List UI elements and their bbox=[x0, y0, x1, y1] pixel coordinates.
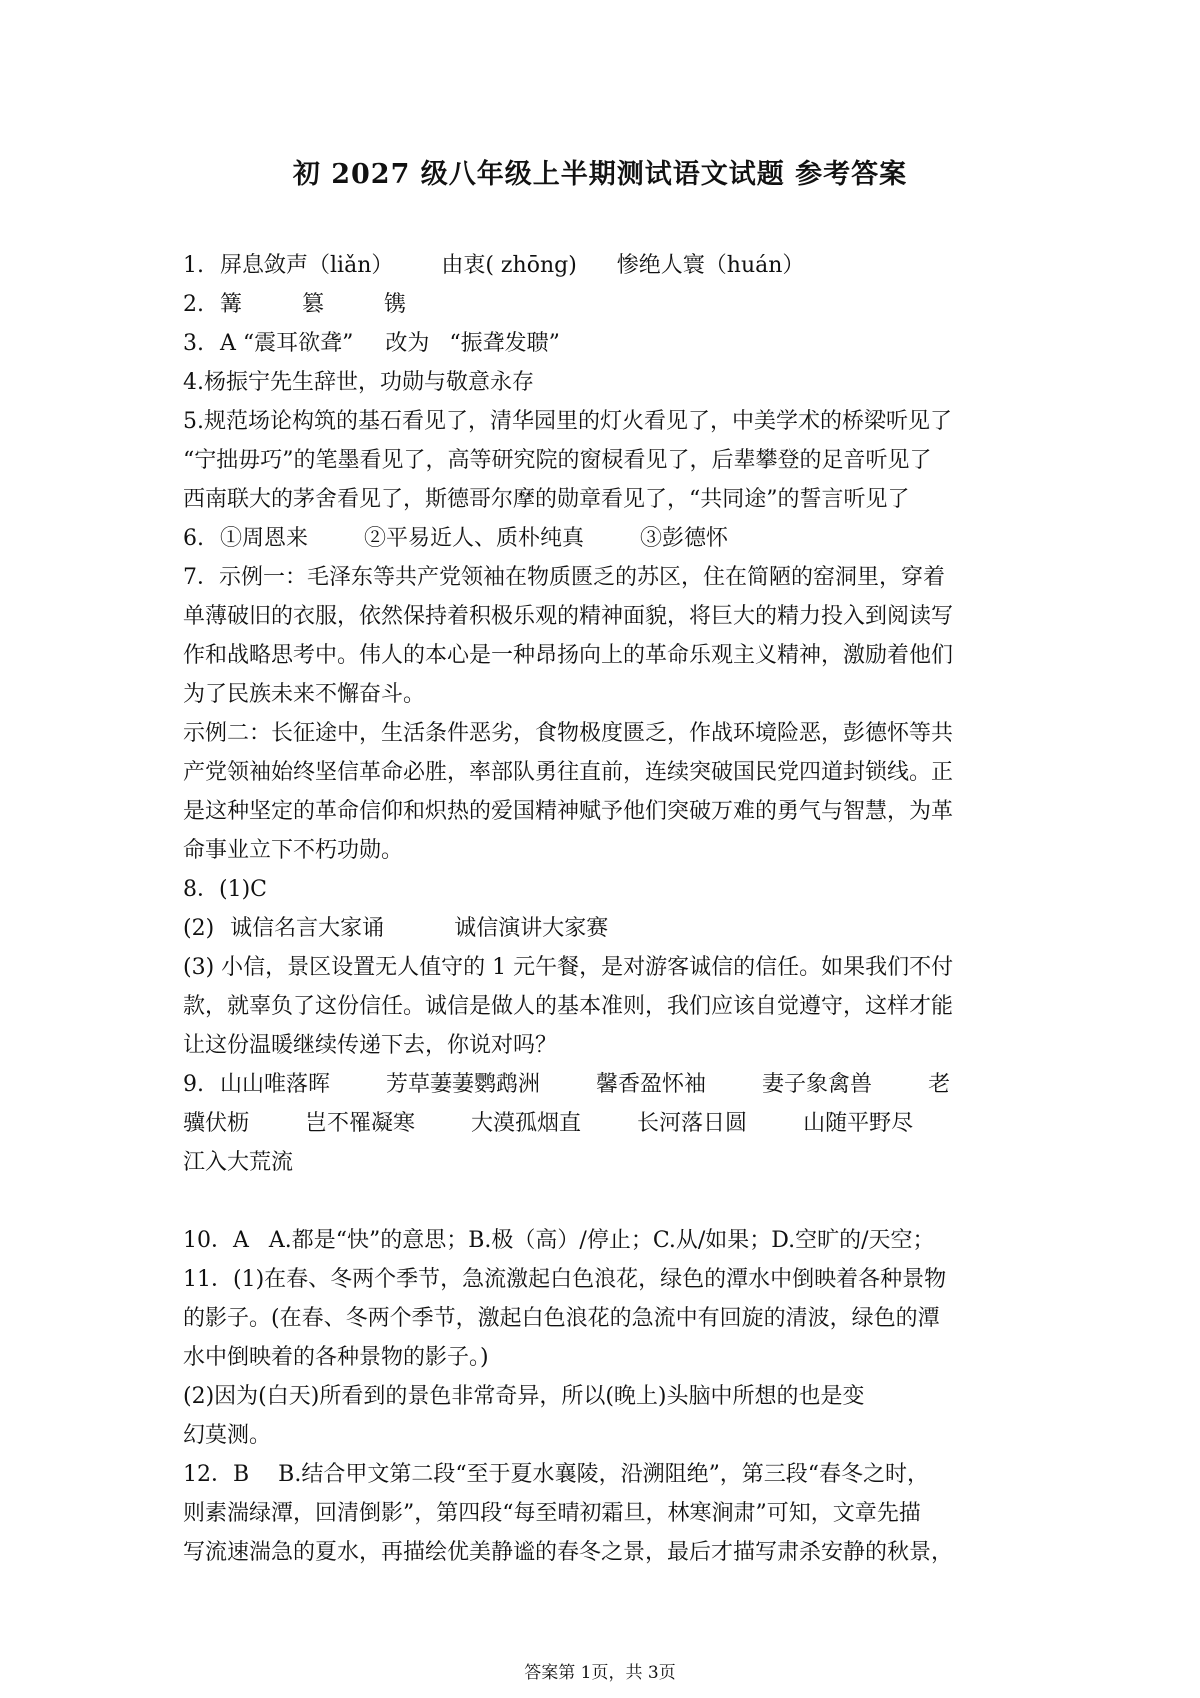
answer-8-part-3-line: 让这份温暖继续传递下去，你说对吗？ bbox=[183, 1033, 558, 1058]
answer-7-line: 7．示例一：毛泽东等共产党领袖在物质匮乏的苏区，住在简陋的窑洞里，穿着 bbox=[183, 565, 945, 590]
page-title: 初 2027 级八年级上半期测试语文试题 参考答案 bbox=[292, 159, 908, 190]
answer-8-part-3-line: (3) 小信，景区设置无人值守的 1 元午餐，是对游客诚信的信任。如果我们不付 bbox=[183, 955, 954, 980]
answer-11-line: 11．(1)在春、冬两个季节，急流激起白色浪花，绿色的潭水中倒映着各种景物 bbox=[183, 1267, 947, 1292]
answer-2: 2. 篝 篡 镌 bbox=[183, 292, 407, 317]
answer-6: 6. ①周恩来 ②平易近人、质朴纯真 ③彭德怀 bbox=[183, 526, 729, 551]
answer-7-line: 命事业立下不朽功勋。 bbox=[183, 838, 404, 863]
answer-7-line: 单薄破旧的衣服，依然保持着积极乐观的精神面貌，将巨大的精力投入到阅读写 bbox=[183, 604, 954, 629]
answer-12-line: 则素湍绿潭，回清倒影”，第四段“每至晴初霜旦，林寒涧肃”可知，文章先描 bbox=[183, 1501, 921, 1526]
page-footer: 答案第 1页，共 3页 bbox=[524, 1663, 676, 1683]
answer-12-line: 12．B B.结合甲文第二段“至于夏水襄陵，沿溯阻绝”，第三段“春冬之时， bbox=[183, 1462, 930, 1487]
answer-1: 1. 屏息敛声（liǎn） 由衷( zhōng) 惨绝人寰（huán） bbox=[183, 253, 805, 278]
answer-3: 3. A “震耳欲聋” 改为 “振聋发聩” bbox=[183, 331, 560, 356]
answer-11-line: 水中倒映着的各种景物的影子。) bbox=[183, 1345, 489, 1370]
answer-9-line: 江入大荒流 bbox=[183, 1150, 294, 1175]
answer-11-line: 的影子。(在春、冬两个季节，激起白色浪花的急流中有回旋的清波，绿色的潭 bbox=[183, 1306, 940, 1331]
answer-5-line: “宁拙毋巧”的笔墨看见了，高等研究院的窗棂看见了，后辈攀登的足音听见了 bbox=[183, 448, 932, 473]
answer-4: 4.杨振宁先生辞世，功勋与敬意永存 bbox=[183, 370, 534, 395]
blank-line bbox=[183, 1182, 1028, 1221]
answer-8-part-2: (2) 诚信名言大家诵 诚信演讲大家赛 bbox=[183, 916, 609, 941]
answer-11-line: 幻莫测。 bbox=[183, 1423, 272, 1448]
answer-9-line: 9. 山山唯落晖 芳草萋萋鹦鹉洲 馨香盈怀袖 妻子象禽兽 老 bbox=[183, 1072, 951, 1097]
answer-9-line: 骥伏枥 岂不罹凝寒 大漠孤烟直 长河落日圆 山随平野尽 bbox=[183, 1111, 914, 1136]
answer-5-line: 西南联大的茅舍看见了，斯德哥尔摩的勋章看见了，“共同途”的誓言听见了 bbox=[183, 487, 910, 512]
answer-7-line: 为了民族未来不懈奋斗。 bbox=[183, 682, 426, 707]
answer-5-line: 5.规范场论构筑的基石看见了，清华园里的灯火看见了，中美学术的桥梁听见了 bbox=[183, 409, 952, 434]
answer-8-part-3-line: 款，就辜负了这份信任。诚信是做人的基本准则，我们应该自觉遵守，这样才能 bbox=[183, 994, 954, 1019]
answer-8-part-1: 8．(1)C bbox=[183, 877, 267, 902]
answer-7-line: 示例二：长征途中，生活条件恶劣，食物极度匮乏，作战环境险恶，彭德怀等共 bbox=[183, 721, 954, 746]
answer-content bbox=[183, 246, 1028, 1572]
answer-11-line: (2)因为(白天)所看到的景色非常奇异，所以(晚上)头脑中所想的也是变 bbox=[183, 1384, 865, 1409]
answer-7-line: 作和战略思考中。伟人的本心是一种昂扬向上的革命乐观主义精神，激励着他们 bbox=[183, 643, 954, 668]
answer-10: 10．A A.都是“快”的意思；B.极（高）/停止；C.从/如果；D.空旷的/天空； bbox=[183, 1228, 935, 1253]
answer-7-line: 是这种坚定的革命信仰和炽热的爱国精神赋予他们突破万难的勇气与智慧，为革 bbox=[183, 799, 954, 824]
answer-12-line: 写流速湍急的夏水，再描绘优美静谧的春冬之景，最后才描写肃杀安静的秋景， bbox=[183, 1540, 954, 1565]
answer-7-line: 产党领袖始终坚信革命必胜，率部队勇往直前，连续突破国民党四道封锁线。正 bbox=[183, 760, 954, 785]
